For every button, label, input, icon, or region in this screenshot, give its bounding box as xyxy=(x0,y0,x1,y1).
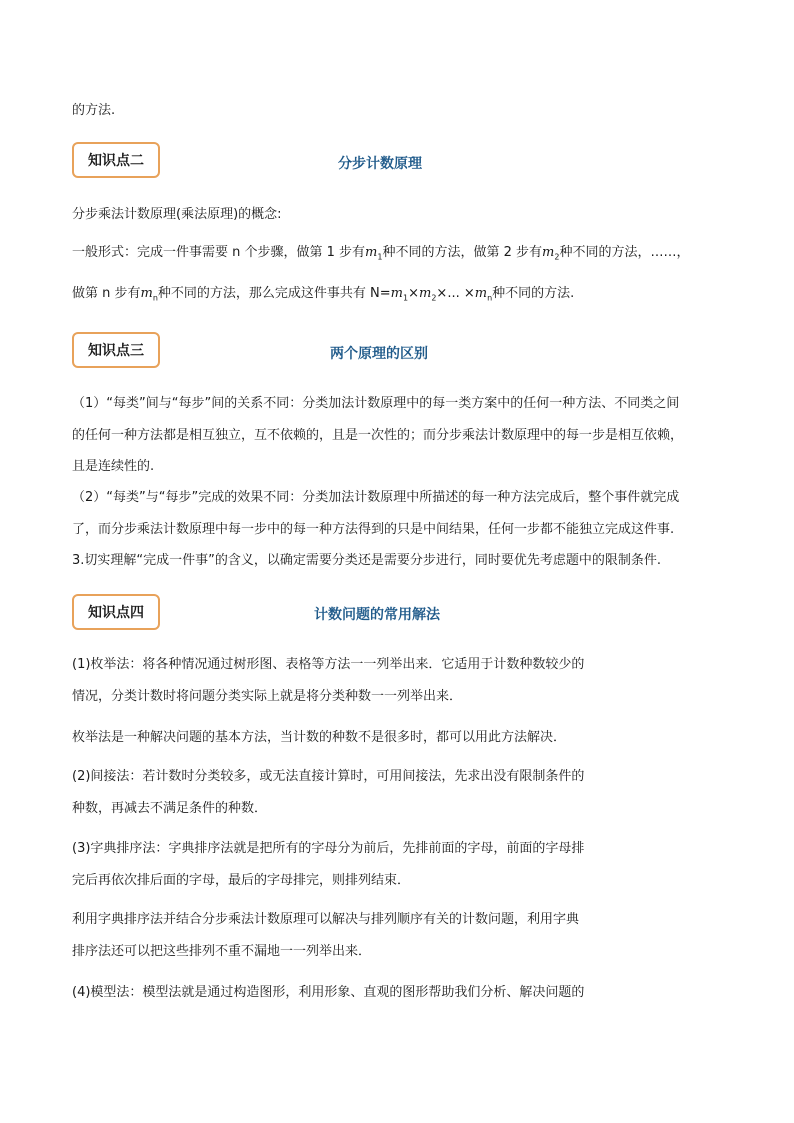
math-subscript: 2 xyxy=(554,252,560,262)
section-title-2: 分步计数原理 xyxy=(338,156,422,172)
paragraph-line: (1)枚举法：将各种情况通过树形图、表格等方法一一列举出来．它适用于计数种数较少的 xyxy=(72,657,585,672)
section-badge-2: 知识点二 xyxy=(72,142,160,178)
math-subscript: 2 xyxy=(431,293,437,303)
math-symbol: m xyxy=(542,245,555,260)
section-badge-4: 知识点四 xyxy=(72,594,160,630)
paragraph-line: 枚举法是一种解决问题的基本方法，当计数的种数不是很多时，都可以用此方法解决． xyxy=(72,730,567,745)
paragraph-line: 情况，分类计数时将问题分类实际上就是将分类种数一一列举出来． xyxy=(72,689,463,704)
paragraph-line: 完后再依次排后面的字母，最后的字母排完，则排列结束． xyxy=(72,873,411,888)
paragraph-line: 利用字典排序法并结合分步乘法计数原理可以解决与排列顺序有关的计数问题，利用字典 xyxy=(72,912,580,927)
math-symbol: m xyxy=(474,286,488,301)
paragraph-line: 的任何一种方法都是相互独立，互不依赖的，且是一次性的；而分步乘法计数原理中的每一步是相互依赖， xyxy=(72,428,684,443)
paragraph-line: 分步乘法计数原理(乘法原理)的概念: xyxy=(72,207,282,222)
text-fragment: 种不同的方法，那么完成这件事共有 N= xyxy=(157,286,391,301)
math-symbol: m xyxy=(365,245,378,260)
math-symbol: m xyxy=(419,286,432,301)
text-fragment: 一般形式：完成一件事需要 n 个步骤，做第 1 步有 xyxy=(72,245,366,260)
paragraph-line: (4)模型法：模型法就是通过构造图形，利用形象、直观的图形帮助我们分析、解决问题的 xyxy=(72,985,585,1000)
formula-line-2 xyxy=(72,285,574,308)
paragraph-line: （2）“每类”与“每步”完成的效果不同：分类加法计数原理中所描述的每一种方法完成后，整个事件就完成 xyxy=(72,490,680,505)
math-subscript: 1 xyxy=(403,293,409,303)
paragraph-line: 了，而分步乘法计数原理中每一步中的每一种方法得到的只是中间结果，任何一步都不能独立完成这件事. xyxy=(72,522,675,537)
paragraph-line: (3)字典排序法：字典排序法就是把所有的字母分为前后，先排前面的字母，前面的字母排 xyxy=(72,841,585,856)
section-badge-3: 知识点三 xyxy=(72,332,160,368)
text-fragment: 种不同的方法，……， xyxy=(559,245,690,260)
text-fragment: ×... × xyxy=(436,286,475,301)
paragraph-line: 种数，再减去不满足条件的种数． xyxy=(72,801,268,816)
paragraph-line: 且是连续性的. xyxy=(72,459,155,474)
text-fragment: 种不同的方法，做第 2 步有 xyxy=(382,245,543,260)
formula-line-1 xyxy=(72,244,689,267)
paragraph-line: 3.切实理解“完成一件事”的含义，以确定需要分类还是需要分步进行，同时要优先考虑题中的限制条件. xyxy=(72,553,662,568)
math-subscript: n xyxy=(487,293,493,303)
math-symbol: m xyxy=(390,286,403,301)
paragraph-line: (2)间接法：若计数时分类较多，或无法直接计算时，可用间接法，先求出没有限制条件的 xyxy=(72,769,585,784)
math-subscript: 1 xyxy=(377,252,383,262)
text-fragment: 种不同的方法. xyxy=(492,286,575,301)
text-fragment: × xyxy=(408,286,419,301)
section-title-4: 计数问题的常用解法 xyxy=(314,607,440,623)
section-title-3: 两个原理的区别 xyxy=(330,346,428,362)
math-symbol: m xyxy=(140,286,153,301)
math-subscript: n xyxy=(152,293,158,303)
text-fragment: 做第 n 步有 xyxy=(72,286,141,301)
continuation-text: 的方法. xyxy=(72,103,116,118)
paragraph-line: 排序法还可以把这些排列不重不漏地一一列举出来． xyxy=(72,944,372,959)
paragraph-line: （1）“每类”间与“每步”间的关系不同：分类加法计数原理中的每一类方案中的任何一种方法、不同类之间 xyxy=(72,396,680,411)
